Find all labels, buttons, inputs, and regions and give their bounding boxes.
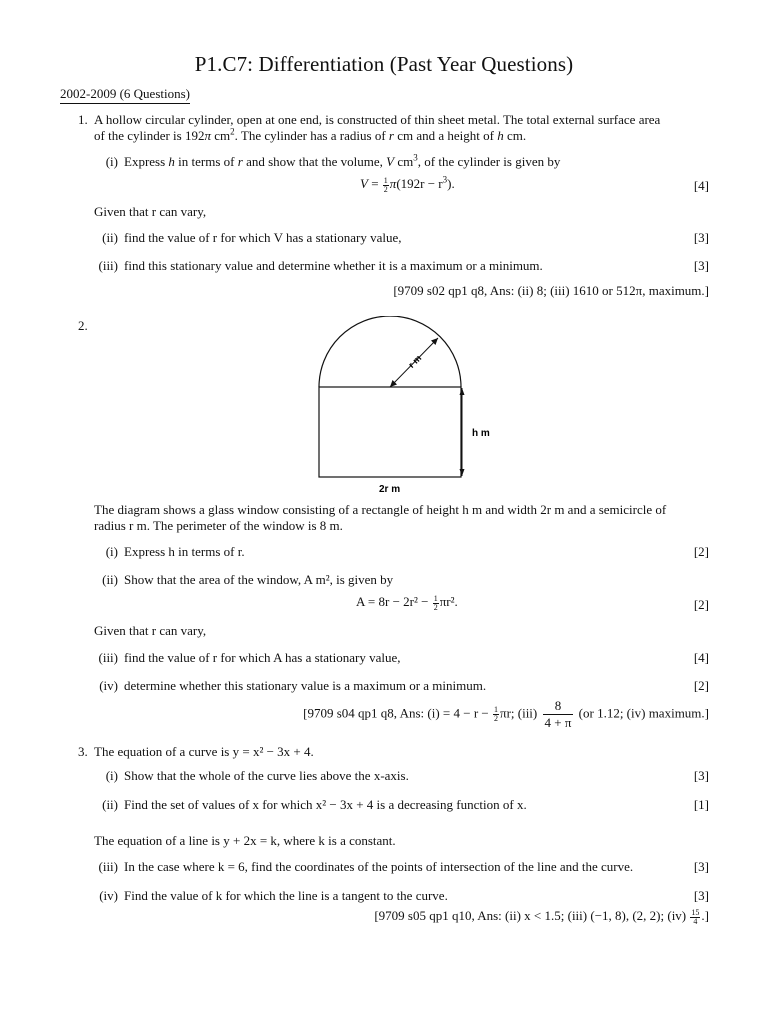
marks: [3] <box>693 258 709 273</box>
equation: A = 8r − 2r² − $\frac{1}{2}$ πr². <box>356 593 458 612</box>
line-equation-text: The equation of a line is y + 2x = k, where k is a constant. <box>94 833 396 848</box>
fraction: $\frac{1}{2}$ <box>433 593 438 612</box>
fraction: $\frac{1}{2}$ <box>383 175 388 194</box>
part-label: (ii) <box>102 797 118 812</box>
rectangle-outline <box>319 387 461 477</box>
question-number: 3. <box>78 744 88 759</box>
fraction: $\frac{1}{2}$ <box>494 705 498 723</box>
equation: V = $\frac{1}{2}$ $\pi(192r - r^3)$. <box>360 174 455 194</box>
answer-reference: [9709 s05 qp1 q10, Ans: (ii) x < 1.5; (iii) (−1, 8), (2, 2); (iv) $\frac{15}{4}$ .] <box>374 907 709 926</box>
part-text: Find the value of k for which the line is a tangent to the curve. <box>124 888 448 903</box>
part-text: determine whether this stationary value is a maximum or a minimum. <box>124 678 487 693</box>
part-label: (i) <box>105 544 118 559</box>
marks: [1] <box>693 797 709 812</box>
marks: [4] <box>693 178 709 193</box>
marks: [2] <box>693 544 709 559</box>
part-label: (i) <box>105 154 118 169</box>
part-label: (iv) <box>99 678 118 693</box>
marks: [3] <box>693 768 709 783</box>
semicircle-outline <box>319 316 461 387</box>
question-intro-line: A hollow circular cylinder, open at one end, is constructed of thin sheet metal. The total external surface area <box>94 112 661 127</box>
question-intro-line: radius r m. The perimeter of the window is 8 m. <box>94 518 343 533</box>
part-text: Show that the area of the window, A m², is given by <box>124 572 394 587</box>
marks: [3] <box>693 888 709 903</box>
radius-label: r m <box>406 352 424 370</box>
part-label: (iii) <box>98 650 118 665</box>
part-text: Show that the whole of the curve lies above the x-axis. <box>124 768 409 783</box>
question-number: 1. <box>78 112 88 127</box>
marks: [3] <box>693 230 709 245</box>
question-intro-line: The equation of a curve is y = x² − 3x + 4. <box>94 744 314 759</box>
height-label: h m <box>472 428 490 439</box>
given-text: Given that r can vary, <box>94 204 207 219</box>
fraction: $\frac{15}{4}$ <box>691 907 700 926</box>
marks: [3] <box>693 859 709 874</box>
part-label: (i) <box>105 768 118 783</box>
section-heading: 2002-2009 (6 Questions) <box>60 86 190 104</box>
marks: [2] <box>693 678 709 693</box>
part-label: (ii) <box>102 572 118 587</box>
page-title: P1.C7: Differentiation (Past Year Questions) <box>194 52 574 76</box>
height-arrowhead-bottom <box>460 469 465 476</box>
answer-reference: [9709 s02 qp1 q8, Ans: (ii) 8; (iii) 1610 or 512π, maximum.] <box>393 283 709 298</box>
part-text: Express h in terms of r and show that the volume, V $cm^3$, of the cylinder is given by <box>124 152 561 169</box>
part-text: find this stationary value and determine whether it is a maximum or a minimum. <box>124 258 543 273</box>
answer-reference: [9709 s04 qp1 q8, Ans: (i) = 4 − r − $\frac{1}{2}$ πr; (iii) $\frac{8}{4 + \pi}$ (or 1.12; (iv) maximum.] <box>303 698 709 730</box>
question-intro-line: of the cylinder is 192π $cm^2$. The cylinder has a radius of r cm and a height of h cm. <box>94 126 527 143</box>
part-label: (iii) <box>98 258 118 273</box>
width-label: 2r m <box>379 484 401 495</box>
part-text: Find the set of values of x for which x² − 3x + 4 is a decreasing function of x. <box>124 797 527 812</box>
fraction: $\frac{8}{4 + \pi}$ <box>544 698 572 730</box>
marks: [4] <box>693 650 709 665</box>
part-text: find the value of r for which A has a stationary value, <box>124 650 401 665</box>
part-label: (iv) <box>99 888 118 903</box>
part-text: In the case where k = 6, find the coordinates of the points of intersection of the line and the curve. <box>124 859 634 874</box>
given-text: Given that r can vary, <box>94 623 207 638</box>
question-intro-line: The diagram shows a glass window consisting of a rectangle of height h m and width 2r m and a semicircle of <box>94 502 667 517</box>
marks: [2] <box>693 597 709 612</box>
part-text: Express h in terms of r. <box>124 544 245 559</box>
height-arrowhead-top <box>460 388 465 395</box>
part-label: (ii) <box>102 230 118 245</box>
part-text: find the value of r for which V has a stationary value, <box>124 230 402 245</box>
window-diagram <box>300 316 500 498</box>
question-number: 2. <box>78 318 88 333</box>
part-label: (iii) <box>98 859 118 874</box>
